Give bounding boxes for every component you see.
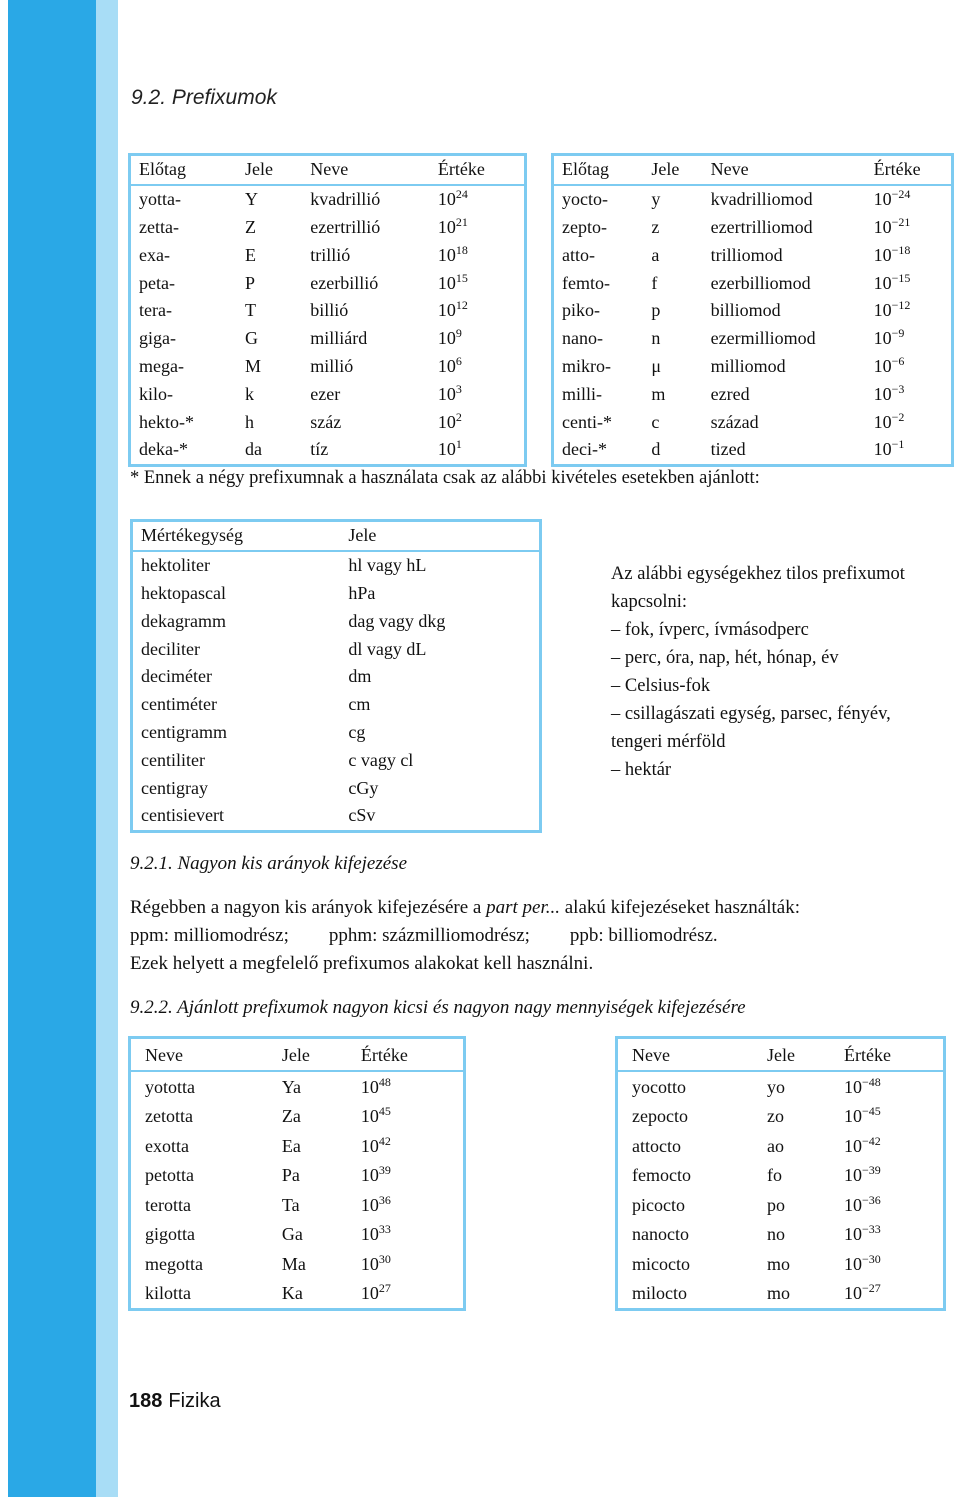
table-row — [553, 297, 953, 325]
prefix-cell: giga- — [139, 328, 176, 349]
unit-cell: centiméter — [141, 694, 217, 715]
value-cell: $10^9$ — [437, 326, 462, 349]
value-cell: $10^{-36}$ — [843, 1192, 881, 1215]
small-prefix-table — [551, 153, 954, 467]
column-header: Értéke — [430, 155, 526, 185]
column-header: Jele — [643, 155, 702, 185]
unit-cell: deciméter — [141, 666, 212, 687]
table-row — [132, 746, 541, 774]
value-cell: $10^{-6}$ — [873, 353, 905, 376]
header-row — [130, 155, 526, 185]
table-row — [617, 1279, 945, 1310]
symbol-cell: dm — [348, 666, 372, 687]
value-cell: $10^{-12}$ — [873, 298, 911, 321]
value-cell: $10^{48}$ — [360, 1074, 391, 1097]
table-row — [553, 185, 953, 214]
value-cell: $10^{-2}$ — [873, 409, 905, 432]
name-cell: kvadrillió — [310, 189, 381, 210]
value-cell: $10^{30}$ — [360, 1251, 391, 1274]
prefix-cell: atto- — [562, 244, 595, 265]
column-header: Jele — [237, 155, 302, 185]
value-cell: $10^{27}$ — [360, 1281, 391, 1304]
header-row — [553, 155, 953, 185]
table-row — [130, 353, 526, 381]
table-row — [617, 1190, 945, 1220]
unit-cell: hektopascal — [141, 582, 226, 603]
symbol-cell: G — [245, 328, 259, 349]
value-cell: $10^{-9}$ — [873, 326, 905, 349]
value-cell: $10^{36}$ — [360, 1192, 391, 1215]
table-row — [130, 269, 526, 297]
table-row — [617, 1071, 945, 1102]
table-row — [130, 1102, 465, 1132]
prefix-cell: centi-* — [562, 411, 612, 432]
prefix-cell: zepto- — [562, 216, 607, 237]
table-row — [553, 325, 953, 353]
symbol-cell: cGy — [348, 777, 379, 798]
table-row — [132, 580, 541, 608]
prefix-cell: peta- — [139, 272, 175, 293]
column-header: Értéke — [830, 1038, 945, 1072]
name-cell: zepocto — [632, 1106, 688, 1127]
symbol-cell: M — [245, 355, 262, 376]
name-cell: milliárd — [310, 328, 368, 349]
section-title-small-ratios: 9.2.1. Nagyon kis arányok kifejezése — [130, 853, 408, 874]
value-cell: $10^{15}$ — [437, 270, 468, 293]
value-cell: $10^{-1}$ — [873, 437, 905, 460]
table-row — [130, 380, 526, 408]
table-row — [130, 408, 526, 436]
tiny-prefix-table — [615, 1036, 946, 1311]
name-cell: picocto — [632, 1194, 685, 1215]
name-cell: kvadrilliomod — [710, 189, 813, 210]
symbol-cell: mo — [767, 1283, 791, 1304]
table-row — [130, 325, 526, 353]
table-row — [130, 1249, 465, 1279]
name-cell: száz — [310, 411, 342, 432]
table-row — [553, 214, 953, 242]
symbol-cell: po — [767, 1194, 786, 1215]
header-row — [130, 1038, 465, 1072]
column-header: Előtag — [553, 155, 644, 185]
forbidden-line: – Celsius-fok — [611, 676, 711, 696]
value-cell: $10^{45}$ — [360, 1104, 391, 1127]
symbol-cell: no — [767, 1224, 786, 1245]
header-row — [617, 1038, 945, 1072]
table-row — [130, 1071, 465, 1102]
symbol-cell: n — [651, 328, 661, 349]
name-cell: ezertrilliomod — [710, 216, 813, 237]
symbol-cell: μ — [651, 355, 662, 376]
forbidden-line: – perc, óra, nap, hét, hónap, év — [611, 648, 839, 668]
name-cell: yototta — [145, 1076, 195, 1097]
symbol-cell: cm — [348, 694, 371, 715]
table-row — [617, 1102, 945, 1132]
name-cell: ezermilliomod — [710, 328, 816, 349]
column-header: Előtag — [130, 155, 238, 185]
column-header: Értéke — [347, 1038, 465, 1072]
value-cell: $10^{-27}$ — [843, 1281, 881, 1304]
column-header: Neve — [703, 155, 866, 185]
forbidden-line: kapcsolni: — [611, 592, 688, 612]
prefix-cell: yocto- — [562, 189, 608, 210]
symbol-cell: Ma — [281, 1253, 306, 1274]
symbol-cell: cSv — [348, 805, 376, 826]
prefix-cell: nano- — [562, 328, 603, 349]
prefix-cell: kilo- — [139, 383, 173, 404]
name-cell: kilotta — [145, 1283, 191, 1304]
symbol-cell: Ka — [281, 1283, 303, 1304]
unit-cell: deciliter — [141, 638, 200, 659]
prefix-cell: mikro- — [562, 355, 611, 376]
prefix-cell: deci-* — [562, 439, 607, 460]
exception-units-table — [130, 519, 542, 833]
name-cell: tíz — [310, 439, 329, 460]
symbol-cell: fo — [767, 1165, 783, 1186]
name-cell: tized — [710, 439, 746, 460]
table-row — [132, 635, 541, 663]
value-cell: $10^{-48}$ — [843, 1074, 881, 1097]
value-cell: $10^{-15}$ — [873, 270, 911, 293]
unit-cell: centigray — [141, 777, 208, 798]
symbol-cell: f — [651, 272, 658, 293]
unit-cell: centiliter — [141, 749, 205, 770]
prefix-cell: milli- — [562, 383, 602, 404]
page-number: 188 — [129, 1390, 163, 1412]
table-row — [130, 1161, 465, 1191]
prefix-cell: hekto-* — [139, 411, 194, 432]
header-row — [132, 521, 541, 551]
forbidden-units-list — [611, 560, 956, 784]
table-row — [132, 802, 541, 831]
prefix-cell: mega- — [139, 355, 184, 376]
side-bar-light — [96, 0, 118, 1497]
symbol-cell: Ta — [281, 1194, 300, 1215]
table-row — [132, 551, 541, 580]
table-row — [130, 297, 526, 325]
prefix-cell: femto- — [562, 272, 610, 293]
symbol-cell: y — [651, 189, 661, 210]
name-cell: millió — [310, 355, 354, 376]
name-cell: billió — [310, 300, 349, 321]
symbol-cell: mo — [767, 1253, 791, 1274]
side-bar-dark — [8, 0, 96, 1497]
value-cell: $10^{-24}$ — [873, 187, 911, 210]
paragraph-line-1: Régebben a nagyon kis arányok kifejezésére a part per... alakú kifejezéseket használták: — [130, 897, 801, 918]
name-cell: milliomod — [710, 355, 786, 376]
table-row — [130, 1220, 465, 1250]
name-cell: milocto — [632, 1283, 687, 1304]
prefix-cell: tera- — [139, 300, 172, 321]
forbidden-line: – csillagászati egység, parsec, fényév, — [611, 704, 891, 724]
prefix-cell: piko- — [562, 300, 600, 321]
name-cell: billiomod — [710, 300, 781, 321]
table-row — [130, 185, 526, 214]
table-row — [553, 380, 953, 408]
value-cell: $10^{-30}$ — [843, 1251, 881, 1274]
value-cell: $10^{-39}$ — [843, 1163, 881, 1186]
column-header: Jele — [268, 1038, 347, 1072]
table-row — [617, 1161, 945, 1191]
name-cell: petotta — [145, 1165, 194, 1186]
symbol-cell: d — [651, 439, 661, 460]
prefix-cell: yotta- — [139, 189, 181, 210]
name-cell: zetotta — [145, 1106, 193, 1127]
symbol-cell: dag vagy dkg — [348, 610, 446, 631]
name-cell: micocto — [632, 1253, 690, 1274]
symbol-cell: yo — [767, 1076, 786, 1097]
table-row — [553, 353, 953, 381]
column-header: Neve — [617, 1038, 754, 1072]
name-cell: megotta — [145, 1253, 203, 1274]
symbol-cell: ao — [767, 1135, 785, 1156]
value-cell: $10^{24}$ — [437, 187, 468, 210]
symbol-cell: a — [651, 244, 660, 265]
small-ratios-paragraph — [130, 894, 800, 978]
table-row — [553, 269, 953, 297]
symbol-cell: cg — [348, 721, 366, 742]
table-row — [553, 241, 953, 269]
name-cell: yocotto — [632, 1076, 686, 1097]
name-cell: század — [710, 411, 759, 432]
symbol-cell: m — [651, 383, 666, 404]
name-cell: exotta — [145, 1135, 189, 1156]
column-header: Értéke — [866, 155, 953, 185]
symbol-cell: hl vagy hL — [348, 555, 427, 576]
table-row — [130, 214, 526, 242]
forbidden-line: – hektár — [611, 760, 672, 780]
table-row — [617, 1131, 945, 1161]
table-row — [130, 1131, 465, 1161]
table-row — [132, 719, 541, 747]
symbol-cell: zo — [767, 1106, 785, 1127]
table-row — [553, 408, 953, 436]
name-cell: ezertrillió — [310, 216, 381, 237]
value-cell: $10^{-45}$ — [843, 1104, 881, 1127]
table-row — [130, 1190, 465, 1220]
symbol-cell: Y — [245, 189, 259, 210]
name-cell: ezred — [710, 383, 750, 404]
value-cell: $10^{18}$ — [437, 242, 468, 265]
column-header: Jele — [340, 521, 540, 551]
symbol-cell: p — [651, 300, 661, 321]
value-cell: $10^{39}$ — [360, 1163, 391, 1186]
symbol-cell: Za — [281, 1106, 301, 1127]
value-cell: $10^{21}$ — [437, 214, 468, 237]
symbol-cell: Pa — [281, 1165, 300, 1186]
table-row — [130, 1279, 465, 1310]
forbidden-line: tengeri mérföld — [611, 732, 726, 752]
prefix-cell: zetta- — [139, 216, 179, 237]
table-row — [132, 607, 541, 635]
symbol-cell: c vagy cl — [348, 749, 414, 770]
column-header: Neve — [302, 155, 430, 185]
symbol-cell: hPa — [348, 582, 376, 603]
table-row — [130, 241, 526, 269]
symbol-cell: z — [651, 216, 660, 237]
unit-cell: centigramm — [141, 721, 227, 742]
symbol-cell: c — [651, 411, 660, 432]
table-row — [130, 436, 526, 465]
name-cell: attocto — [632, 1135, 681, 1156]
prefix-cell: deka-* — [139, 439, 188, 460]
table-row — [553, 436, 953, 465]
symbol-cell: P — [245, 272, 256, 293]
page-footer — [129, 1390, 221, 1413]
value-cell: $10^{42}$ — [360, 1133, 391, 1156]
value-cell: $10^6$ — [437, 353, 462, 376]
paragraph-line-3: Ezek helyett a megfelelő prefixumos alakokat kell használni. — [130, 953, 594, 974]
symbol-cell: dl vagy dL — [348, 638, 427, 659]
section-title-recommended-prefixes: 9.2.2. Ajánlott prefixumok nagyon kicsi és nagyon nagy mennyiségek kifejezésére — [130, 997, 746, 1018]
symbol-cell: T — [245, 300, 257, 321]
value-cell: $10^1$ — [437, 437, 462, 460]
value-cell: $10^{12}$ — [437, 298, 468, 321]
name-cell: ezerbilliomod — [710, 272, 811, 293]
value-cell: $10^{-3}$ — [873, 381, 905, 404]
symbol-cell: Ea — [281, 1135, 301, 1156]
symbol-cell: k — [245, 383, 255, 404]
book-title: Fizika — [168, 1390, 221, 1412]
column-header: Neve — [130, 1038, 268, 1072]
name-cell: ezerbillió — [310, 272, 379, 293]
name-cell: femocto — [632, 1165, 691, 1186]
name-cell: nanocto — [632, 1224, 689, 1245]
table-row — [132, 774, 541, 802]
column-header: Jele — [753, 1038, 830, 1072]
table-row — [617, 1249, 945, 1279]
name-cell: trillió — [310, 244, 351, 265]
value-cell: $10^{-42}$ — [843, 1133, 881, 1156]
column-header: Mértékegység — [132, 521, 341, 551]
symbol-cell: Ga — [281, 1224, 303, 1245]
symbol-cell: h — [245, 411, 255, 432]
unit-cell: hektoliter — [141, 555, 210, 576]
name-cell: trilliomod — [710, 244, 783, 265]
table-row — [132, 663, 541, 691]
name-cell: gigotta — [145, 1224, 195, 1245]
symbol-cell: Z — [245, 216, 257, 237]
prefix-footnote: * Ennek a négy prefixumnak a használata csak az alábbi kivételes esetekben ajánlott: — [130, 468, 760, 488]
value-cell: $10^3$ — [437, 381, 462, 404]
name-cell: ezer — [310, 383, 341, 404]
unit-cell: centisievert — [141, 805, 224, 826]
page-heading: 9.2. Prefixumok — [131, 86, 277, 109]
symbol-cell: Ya — [281, 1076, 302, 1097]
value-cell: $10^{-18}$ — [873, 242, 911, 265]
paragraph-line-2: ppm: milliomodrész; pphm: százmilliomodrész; ppb: billiomodrész. — [130, 925, 718, 946]
huge-prefix-table — [128, 1036, 466, 1311]
value-cell: $10^2$ — [437, 409, 462, 432]
forbidden-line: Az alábbi egységekhez tilos prefixumot — [611, 564, 905, 584]
big-prefix-table — [128, 153, 527, 467]
symbol-cell: E — [245, 244, 257, 265]
name-cell: terotta — [145, 1194, 191, 1215]
table-row — [132, 691, 541, 719]
prefix-cell: exa- — [139, 244, 170, 265]
value-cell: $10^{33}$ — [360, 1222, 391, 1245]
unit-cell: dekagramm — [141, 610, 226, 631]
value-cell: $10^{-21}$ — [873, 214, 911, 237]
forbidden-line: – fok, ívperc, ívmásodperc — [611, 620, 809, 640]
table-row — [617, 1220, 945, 1250]
value-cell: $10^{-33}$ — [843, 1222, 881, 1245]
symbol-cell: da — [245, 439, 263, 460]
